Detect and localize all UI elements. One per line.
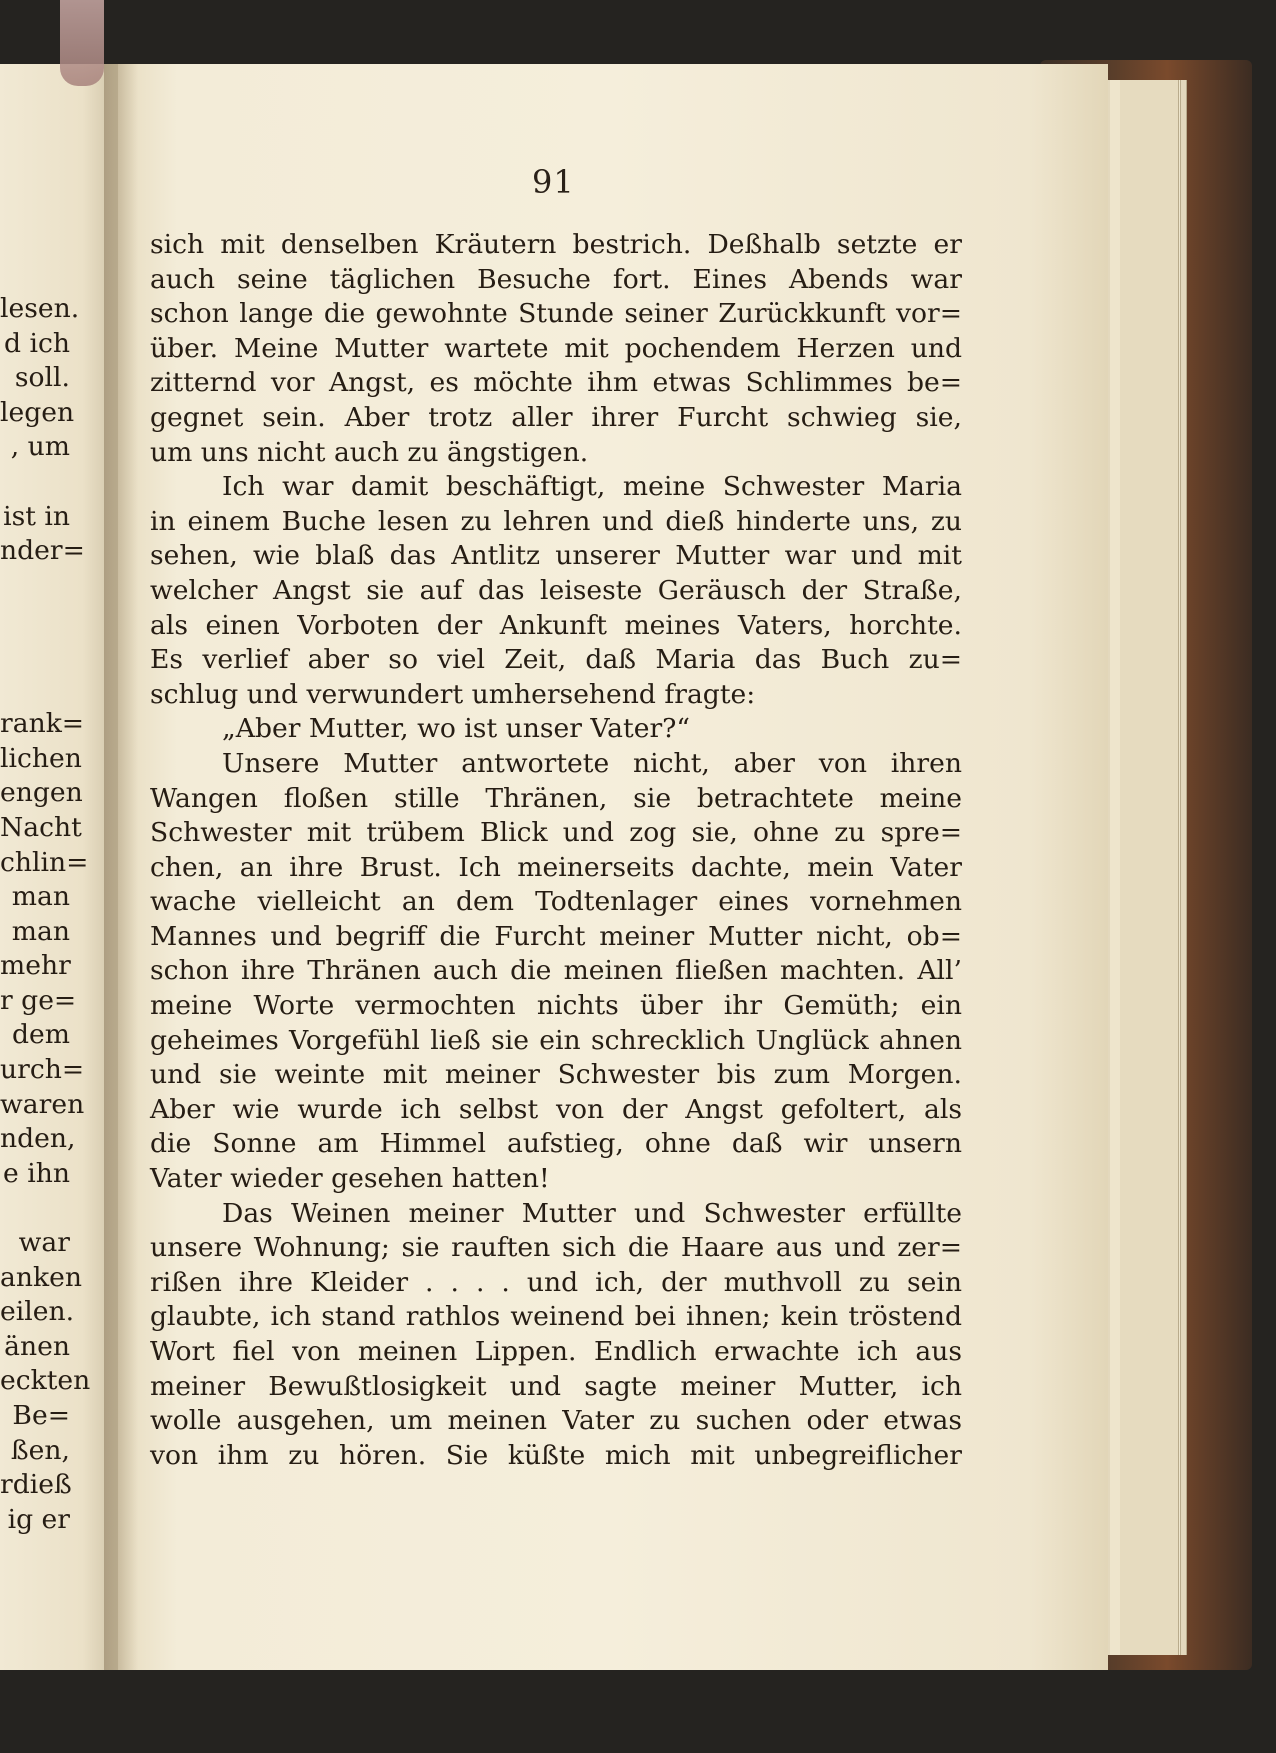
left-page-fragment: [0, 1191, 70, 1226]
left-page-fragment: man: [11, 915, 70, 947]
left-page-fragment: anken: [0, 1261, 82, 1293]
left-page-fragment: [0, 673, 70, 708]
left-page: [0, 64, 118, 1670]
left-page-fragment: [0, 465, 70, 500]
left-page-fragment: [0, 603, 70, 638]
text-line: schon ihre Thränen auch die meinen fließen machten. All’: [150, 955, 962, 987]
left-page-fragment: [0, 638, 70, 673]
left-page-fragment: nder=: [0, 535, 85, 567]
left-page-fragment: eilen.: [0, 1296, 75, 1328]
text-line: chen, an ihre Brust. Ich meinerseits dachte, mein Vater: [150, 851, 962, 883]
text-line: auch seine täglichen Besuche fort. Eines Abends war: [150, 263, 962, 295]
page-body-text: [150, 228, 962, 1473]
text-line: zitternd vor Angst, es möchte ihm etwas Schlimmes be=: [150, 367, 962, 399]
left-page-fragment: Nacht: [0, 811, 82, 843]
text-line: Wangen floßen stille Thränen, sie betrachtete meine: [150, 782, 962, 814]
left-page-fragment: eckten: [0, 1365, 91, 1397]
left-page-fragment: Be=: [12, 1400, 70, 1431]
text-line: „Aber Mutter, wo ist unser Vater?“: [222, 713, 691, 745]
left-page-fragment: rdieß: [0, 1469, 72, 1501]
left-page-fragment: nden,: [0, 1123, 76, 1155]
text-line: rißen ihre Kleider . . . . und ich, der muthvoll zu sein: [150, 1266, 962, 1298]
left-page-fragment: e ihn: [3, 1157, 70, 1189]
text-line: schon lange die gewohnte Stunde seiner Zurückkunft vor=: [150, 298, 962, 330]
text-line: in einem Buche lesen zu lehren und dieß hinderte uns, zu: [150, 505, 962, 537]
text-line: sehen, wie blaß das Antlitz unserer Mutter war und mit: [150, 540, 962, 572]
left-page-fragment: r ge=: [0, 984, 77, 1016]
spine-shadow: [104, 64, 138, 1670]
left-page-fragment: lichen: [0, 742, 82, 774]
left-page-fragment: soll.: [14, 362, 70, 394]
text-line: Wort fiel von meinen Lippen. Endlich erwachte ich aus: [150, 1336, 962, 1367]
text-line: Es verlief aber so viel Zeit, daß Maria das Buch zu=: [150, 644, 962, 676]
text-line: über. Meine Mutter wartete mit pochendem Herzen und: [150, 332, 962, 364]
text-line: sich mit denselben Kräutern bestrich. Deßhalb setzte er: [150, 229, 962, 260]
text-line: wache vielleicht an dem Todtenlager eines vornehmen: [150, 886, 962, 918]
text-line: und sie weinte mit meiner Schwester bis zum Morgen.: [150, 1059, 962, 1091]
text-line: Das Weinen meiner Mutter und Schwester erfüllte: [222, 1197, 962, 1229]
bookmark-ribbon: [60, 0, 104, 86]
text-line: Unsere Mutter antwortete nicht, aber von ihren: [222, 747, 962, 779]
text-line: um uns nicht auch zu ängstigen.: [150, 436, 589, 468]
page-number: 91: [532, 163, 575, 201]
text-line: meiner Bewußtlosigkeit und sagte meiner Mutter, ich: [150, 1370, 962, 1402]
text-line: als einen Vorboten der Ankunft meines Vaters, horchte.: [150, 609, 962, 641]
text-line: Schwester mit trübem Blick und zog sie, ohne zu spre=: [150, 817, 962, 849]
left-page-fragment: ist in: [3, 500, 70, 532]
text-line: glaubte, ich stand rathlos weinend bei ihnen; kein tröstend: [150, 1301, 962, 1333]
text-line: Aber wie wurde ich selbst von der Angst gefoltert, als: [150, 1093, 962, 1125]
text-line: Mannes und begriff die Furcht meiner Mutter nicht, ob=: [150, 920, 962, 952]
text-line: meine Worte vermochten nichts über ihr Gemüth; ein: [150, 990, 962, 1022]
text-line: gegnet sein. Aber trotz aller ihrer Furcht schwieg sie,: [150, 401, 962, 433]
left-page-fragment: lesen.: [0, 293, 80, 324]
left-page-fragment: , um: [10, 431, 70, 463]
left-page-fragment: waren: [0, 1088, 85, 1120]
left-page-fragment: dem: [12, 1019, 70, 1051]
left-page-fragment: ig er: [7, 1503, 70, 1535]
text-line: wolle ausgehen, um meinen Vater zu suchen oder etwas: [150, 1405, 962, 1437]
left-page-fragment: [0, 569, 70, 604]
text-line: geheimes Vorgefühl ließ sie ein schrecklich Unglück ahnen: [150, 1024, 962, 1056]
text-line: welcher Angst sie auf das leiseste Geräusch der Straße,: [150, 574, 962, 606]
left-page-fragment: ßen,: [10, 1434, 70, 1466]
left-page-text: [0, 292, 91, 1537]
text-line: schlug und verwundert umhersehend fragte:: [150, 678, 756, 710]
left-page-fragment: mehr: [0, 950, 71, 982]
text-line: unsere Wohnung; sie rauften sich die Haare aus und zer=: [150, 1232, 962, 1264]
text-line: Ich war damit beschäftigt, meine Schwester Maria: [222, 471, 962, 503]
left-page-fragment: man: [11, 881, 70, 913]
left-page-fragment: war: [18, 1227, 70, 1259]
left-page-fragment: chlin=: [0, 846, 89, 878]
page-edge: [1120, 80, 1179, 1655]
left-page-fragment: änen: [4, 1330, 70, 1362]
left-page-fragment: legen: [0, 396, 75, 428]
left-page-fragment: engen: [0, 777, 83, 809]
left-page-fragment: urch=: [0, 1054, 85, 1086]
left-page-fragment: rank=: [0, 708, 85, 740]
left-page-fragment: d ich: [3, 327, 70, 359]
text-line: die Sonne am Himmel aufstieg, ohne daß wir unsern: [150, 1128, 962, 1160]
text-line: Vater wieder gesehen hatten!: [150, 1163, 550, 1195]
text-line: von ihm zu hören. Sie küßte mich mit unbegreiflicher: [150, 1439, 962, 1471]
